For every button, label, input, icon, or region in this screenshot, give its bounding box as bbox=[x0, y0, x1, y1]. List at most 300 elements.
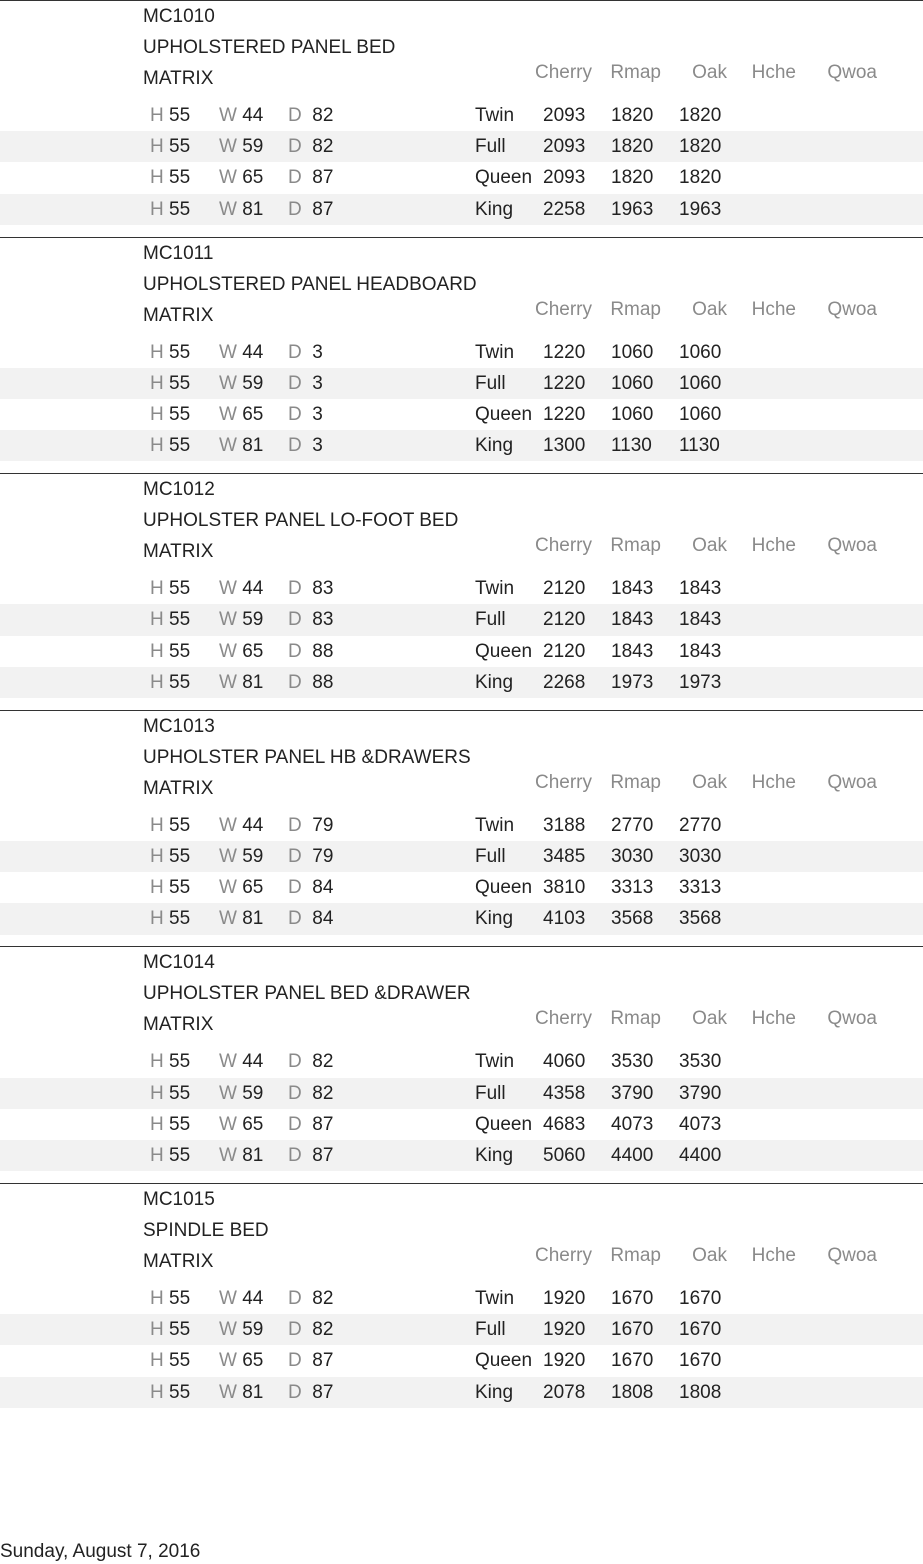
width-label: W bbox=[219, 167, 237, 189]
depth-cell bbox=[288, 814, 333, 838]
depth-cell bbox=[288, 198, 333, 222]
height-cell bbox=[150, 1318, 190, 1342]
depth-value: 87 bbox=[312, 167, 334, 189]
price-oak: 1808 bbox=[679, 1381, 722, 1403]
price-oak: 3530 bbox=[679, 1051, 722, 1073]
finish-header-qwoa: Qwoa bbox=[827, 1244, 877, 1266]
table-row bbox=[0, 1314, 923, 1345]
width-value: 44 bbox=[242, 578, 264, 600]
height-cell bbox=[150, 1113, 190, 1137]
price-cherry: 4060 bbox=[543, 1051, 586, 1073]
price-cherry: 3485 bbox=[543, 845, 586, 867]
depth-label: D bbox=[288, 1051, 302, 1073]
price-cherry: 1300 bbox=[543, 435, 586, 457]
height-cell bbox=[150, 1381, 190, 1405]
price-cherry: 5060 bbox=[543, 1144, 586, 1166]
depth-value: 79 bbox=[312, 845, 334, 867]
finish-header-cherry: Cherry bbox=[534, 62, 592, 83]
finish-header-hche: Hche bbox=[751, 62, 796, 83]
price-cherry: 2078 bbox=[543, 1381, 586, 1403]
price-rmap: 1843 bbox=[611, 640, 654, 662]
width-value: 81 bbox=[242, 1144, 264, 1166]
depth-value: 82 bbox=[312, 1051, 334, 1073]
depth-cell bbox=[288, 434, 323, 458]
price-rmap: 1670 bbox=[611, 1319, 654, 1341]
height-label: H bbox=[150, 578, 164, 600]
height-value: 55 bbox=[169, 198, 191, 220]
depth-label: D bbox=[288, 435, 302, 457]
collection-name: MATRIX bbox=[143, 304, 214, 326]
product-code: MC1015 bbox=[143, 1188, 215, 1210]
width-value: 59 bbox=[242, 136, 264, 158]
size-label: Queen bbox=[475, 877, 533, 899]
depth-label: D bbox=[288, 198, 302, 220]
depth-cell bbox=[288, 907, 333, 931]
depth-label: D bbox=[288, 609, 302, 631]
width-label: W bbox=[219, 198, 237, 220]
width-label: W bbox=[219, 372, 237, 394]
depth-cell bbox=[288, 135, 333, 159]
price-oak: 4400 bbox=[679, 1144, 722, 1166]
finish-header-cherry: Cherry bbox=[534, 535, 592, 557]
depth-value: 79 bbox=[312, 814, 334, 836]
price-oak: 1963 bbox=[679, 198, 722, 220]
width-label: W bbox=[219, 1381, 237, 1403]
depth-cell bbox=[288, 876, 333, 900]
width-value: 81 bbox=[242, 435, 264, 457]
height-cell bbox=[150, 1349, 190, 1373]
height-cell bbox=[150, 577, 190, 601]
width-value: 44 bbox=[242, 814, 264, 836]
price-rmap: 3530 bbox=[611, 1051, 654, 1073]
depth-value: 3 bbox=[312, 403, 323, 425]
depth-label: D bbox=[288, 1350, 302, 1372]
price-oak: 1973 bbox=[679, 671, 722, 693]
price-cherry: 2268 bbox=[543, 671, 586, 693]
price-cherry: 2093 bbox=[543, 105, 586, 126]
height-value: 55 bbox=[169, 435, 191, 457]
price-cherry: 1220 bbox=[543, 403, 586, 425]
height-label: H bbox=[150, 341, 164, 363]
height-cell bbox=[150, 166, 190, 190]
size-label: Twin bbox=[475, 341, 515, 363]
depth-label: D bbox=[288, 1144, 302, 1166]
width-label: W bbox=[219, 341, 237, 363]
width-value: 44 bbox=[242, 341, 264, 363]
width-cell bbox=[219, 198, 263, 222]
finish-header-cherry: Cherry bbox=[534, 298, 592, 320]
width-label: W bbox=[219, 877, 237, 899]
price-cherry: 2120 bbox=[543, 640, 586, 662]
table-row bbox=[0, 810, 923, 841]
table-row bbox=[0, 573, 923, 604]
size-label: King bbox=[475, 671, 514, 693]
footer-date: Sunday, August 7, 2016 bbox=[0, 1541, 201, 1562]
height-label: H bbox=[150, 372, 164, 394]
height-cell bbox=[150, 845, 190, 869]
price-cherry: 4103 bbox=[543, 908, 586, 930]
depth-cell bbox=[288, 1050, 333, 1074]
finish-header-oak: Oak bbox=[692, 1008, 727, 1030]
finish-header-rmap: Rmap bbox=[610, 62, 661, 83]
finish-header-oak: Oak bbox=[692, 1244, 727, 1266]
price-oak: 1843 bbox=[679, 609, 722, 631]
price-rmap: 1973 bbox=[611, 671, 654, 693]
width-value: 44 bbox=[242, 105, 264, 126]
price-rmap: 1820 bbox=[611, 136, 654, 158]
width-label: W bbox=[219, 1113, 237, 1135]
size-label: Twin bbox=[475, 1051, 515, 1073]
finish-header-hche: Hche bbox=[751, 535, 796, 557]
width-value: 81 bbox=[242, 671, 264, 693]
size-label: Full bbox=[475, 609, 506, 631]
depth-cell bbox=[288, 166, 333, 190]
height-label: H bbox=[150, 1319, 164, 1341]
width-cell bbox=[219, 671, 263, 695]
finish-header-cherry: Cherry bbox=[534, 1244, 592, 1266]
finish-header-qwoa: Qwoa bbox=[827, 298, 877, 320]
table-row bbox=[0, 604, 923, 635]
product-name: UPHOLSTER PANEL LO-FOOT BED bbox=[143, 510, 459, 532]
price-rmap: 1060 bbox=[611, 372, 654, 394]
size-rows bbox=[0, 337, 923, 462]
finish-header-rmap: Rmap bbox=[610, 535, 661, 557]
width-cell bbox=[219, 135, 263, 159]
product-code: MC1013 bbox=[143, 715, 215, 737]
depth-label: D bbox=[288, 814, 302, 836]
price-oak: 4073 bbox=[679, 1113, 722, 1135]
depth-cell bbox=[288, 104, 333, 128]
height-cell bbox=[150, 814, 190, 838]
finish-header-rmap: Rmap bbox=[610, 771, 661, 793]
price-cherry: 1920 bbox=[543, 1319, 586, 1341]
height-value: 55 bbox=[169, 845, 191, 867]
width-value: 65 bbox=[242, 1113, 264, 1135]
finish-header-hche: Hche bbox=[751, 771, 796, 793]
height-label: H bbox=[150, 167, 164, 189]
width-cell bbox=[219, 845, 263, 869]
depth-label: D bbox=[288, 1381, 302, 1403]
width-label: W bbox=[219, 1350, 237, 1372]
width-value: 65 bbox=[242, 167, 264, 189]
price-rmap: 1670 bbox=[611, 1287, 654, 1309]
width-cell bbox=[219, 166, 263, 190]
height-value: 55 bbox=[169, 877, 191, 899]
width-label: W bbox=[219, 403, 237, 425]
size-label: Queen bbox=[475, 640, 533, 662]
width-cell bbox=[219, 372, 263, 396]
finish-header-rmap: Rmap bbox=[610, 1008, 661, 1030]
width-label: W bbox=[219, 640, 237, 662]
size-label: King bbox=[475, 198, 514, 220]
price-rmap: 2770 bbox=[611, 814, 654, 836]
price-cherry: 1920 bbox=[543, 1287, 586, 1309]
price-oak: 1670 bbox=[679, 1319, 722, 1341]
product-name: SPINDLE BED bbox=[143, 1219, 269, 1241]
height-value: 55 bbox=[169, 1113, 191, 1135]
depth-value: 87 bbox=[312, 1350, 334, 1372]
table-row bbox=[0, 1345, 923, 1376]
height-value: 55 bbox=[169, 908, 191, 930]
finish-header-qwoa: Qwoa bbox=[827, 771, 877, 793]
depth-value: 87 bbox=[312, 1381, 334, 1403]
width-value: 44 bbox=[242, 1287, 264, 1309]
price-oak: 1670 bbox=[679, 1287, 722, 1309]
price-oak: 2770 bbox=[679, 814, 722, 836]
finish-header-oak: Oak bbox=[692, 771, 727, 793]
width-label: W bbox=[219, 671, 237, 693]
price-cherry: 2093 bbox=[543, 136, 586, 158]
depth-cell bbox=[288, 1113, 333, 1137]
depth-value: 82 bbox=[312, 105, 334, 126]
height-value: 55 bbox=[169, 403, 191, 425]
height-cell bbox=[150, 640, 190, 664]
height-value: 55 bbox=[169, 814, 191, 836]
depth-cell bbox=[288, 341, 323, 365]
depth-value: 87 bbox=[312, 1144, 334, 1166]
height-cell bbox=[150, 403, 190, 427]
size-label: Full bbox=[475, 136, 506, 158]
finish-header-hche: Hche bbox=[751, 1244, 796, 1266]
product-code: MC1012 bbox=[143, 479, 215, 501]
table-row bbox=[0, 1078, 923, 1109]
finish-header-oak: Oak bbox=[692, 62, 727, 83]
price-oak: 3790 bbox=[679, 1082, 722, 1104]
collection-name: MATRIX bbox=[143, 541, 214, 563]
height-label: H bbox=[150, 1381, 164, 1403]
size-rows bbox=[0, 573, 923, 698]
price-rmap: 4400 bbox=[611, 1144, 654, 1166]
depth-cell bbox=[288, 403, 323, 427]
width-label: W bbox=[219, 845, 237, 867]
height-value: 55 bbox=[169, 136, 191, 158]
width-value: 59 bbox=[242, 609, 264, 631]
table-row bbox=[0, 430, 923, 461]
width-cell bbox=[219, 608, 263, 632]
width-value: 59 bbox=[242, 845, 264, 867]
height-value: 55 bbox=[169, 1051, 191, 1073]
price-oak: 1843 bbox=[679, 640, 722, 662]
depth-value: 87 bbox=[312, 1113, 334, 1135]
depth-label: D bbox=[288, 1113, 302, 1135]
price-oak: 1670 bbox=[679, 1350, 722, 1372]
depth-cell bbox=[288, 1381, 333, 1405]
size-rows bbox=[0, 1283, 923, 1408]
collection-name: MATRIX bbox=[143, 1014, 214, 1036]
height-cell bbox=[150, 434, 190, 458]
width-cell bbox=[219, 1113, 263, 1137]
width-label: W bbox=[219, 1051, 237, 1073]
price-oak: 1820 bbox=[679, 136, 722, 158]
height-cell bbox=[150, 135, 190, 159]
depth-label: D bbox=[288, 105, 302, 126]
finish-header-hche: Hche bbox=[751, 1008, 796, 1030]
product-name: UPHOLSTER PANEL HB &DRAWERS bbox=[143, 746, 471, 768]
finish-header-hche: Hche bbox=[751, 298, 796, 320]
depth-label: D bbox=[288, 1319, 302, 1341]
table-row bbox=[0, 903, 923, 934]
height-label: H bbox=[150, 908, 164, 930]
size-rows bbox=[0, 100, 923, 225]
price-cherry: 4358 bbox=[543, 1082, 586, 1104]
table-row bbox=[0, 131, 923, 162]
size-label: King bbox=[475, 908, 514, 930]
size-rows bbox=[0, 810, 923, 935]
collection-name: MATRIX bbox=[143, 777, 214, 799]
table-row bbox=[0, 872, 923, 903]
price-rmap: 4073 bbox=[611, 1113, 654, 1135]
width-cell bbox=[219, 1050, 263, 1074]
depth-label: D bbox=[288, 845, 302, 867]
height-label: H bbox=[150, 814, 164, 836]
product-code: MC1011 bbox=[143, 242, 214, 264]
price-oak: 1060 bbox=[679, 341, 722, 363]
product-code: MC1014 bbox=[143, 952, 215, 974]
price-cherry: 1920 bbox=[543, 1350, 586, 1372]
depth-label: D bbox=[288, 136, 302, 158]
depth-cell bbox=[288, 1082, 333, 1106]
width-cell bbox=[219, 814, 263, 838]
height-value: 55 bbox=[169, 341, 191, 363]
price-oak: 1843 bbox=[679, 578, 722, 600]
depth-label: D bbox=[288, 877, 302, 899]
height-cell bbox=[150, 1287, 190, 1311]
size-label: Full bbox=[475, 845, 506, 867]
width-cell bbox=[219, 341, 263, 365]
height-label: H bbox=[150, 1051, 164, 1073]
width-cell bbox=[219, 403, 263, 427]
height-cell bbox=[150, 671, 190, 695]
width-value: 59 bbox=[242, 1082, 264, 1104]
collection-name: MATRIX bbox=[143, 68, 214, 89]
size-label: Full bbox=[475, 1319, 506, 1341]
width-value: 81 bbox=[242, 908, 264, 930]
table-row bbox=[0, 667, 923, 698]
height-label: H bbox=[150, 1144, 164, 1166]
product-section bbox=[0, 473, 923, 710]
depth-label: D bbox=[288, 167, 302, 189]
product-name: UPHOLSTERED PANEL HEADBOARD bbox=[143, 273, 477, 295]
price-rmap: 1820 bbox=[611, 105, 654, 126]
height-value: 55 bbox=[169, 167, 191, 189]
height-cell bbox=[150, 1050, 190, 1074]
table-row bbox=[0, 1109, 923, 1140]
height-cell bbox=[150, 104, 190, 128]
product-section bbox=[0, 710, 923, 947]
height-label: H bbox=[150, 1082, 164, 1104]
size-label: King bbox=[475, 1381, 514, 1403]
table-row bbox=[0, 194, 923, 225]
depth-value: 82 bbox=[312, 1287, 334, 1309]
height-cell bbox=[150, 198, 190, 222]
width-label: W bbox=[219, 105, 237, 126]
product-section bbox=[0, 946, 923, 1183]
width-cell bbox=[219, 577, 263, 601]
price-rmap: 1060 bbox=[611, 341, 654, 363]
width-value: 59 bbox=[242, 372, 264, 394]
table-row bbox=[0, 399, 923, 430]
price-oak: 1130 bbox=[679, 435, 720, 457]
depth-label: D bbox=[288, 671, 302, 693]
width-cell bbox=[219, 434, 263, 458]
depth-cell bbox=[288, 1144, 333, 1168]
height-label: H bbox=[150, 1287, 164, 1309]
height-value: 55 bbox=[169, 640, 191, 662]
height-value: 55 bbox=[169, 372, 191, 394]
width-cell bbox=[219, 640, 263, 664]
finish-header-oak: Oak bbox=[692, 535, 727, 557]
price-cherry: 2120 bbox=[543, 609, 586, 631]
collection-name: MATRIX bbox=[143, 1250, 214, 1272]
finish-header-rmap: Rmap bbox=[610, 1244, 661, 1266]
size-label: King bbox=[475, 1144, 514, 1166]
width-label: W bbox=[219, 908, 237, 930]
width-label: W bbox=[219, 1144, 237, 1166]
width-cell bbox=[219, 876, 263, 900]
depth-cell bbox=[288, 1287, 333, 1311]
depth-label: D bbox=[288, 403, 302, 425]
size-label: Full bbox=[475, 1082, 506, 1104]
width-label: W bbox=[219, 1287, 237, 1309]
width-label: W bbox=[219, 435, 237, 457]
depth-value: 3 bbox=[312, 435, 323, 457]
height-label: H bbox=[150, 640, 164, 662]
price-oak: 1820 bbox=[679, 105, 722, 126]
table-row bbox=[0, 1046, 923, 1077]
depth-cell bbox=[288, 845, 333, 869]
height-cell bbox=[150, 372, 190, 396]
depth-cell bbox=[288, 372, 323, 396]
height-label: H bbox=[150, 403, 164, 425]
depth-cell bbox=[288, 1349, 333, 1373]
depth-label: D bbox=[288, 1287, 302, 1309]
table-row bbox=[0, 636, 923, 667]
size-label: Queen bbox=[475, 1350, 533, 1372]
height-label: H bbox=[150, 877, 164, 899]
finish-header-rmap: Rmap bbox=[610, 298, 661, 320]
depth-value: 88 bbox=[312, 671, 334, 693]
height-label: H bbox=[150, 136, 164, 158]
width-cell bbox=[219, 1144, 263, 1168]
depth-label: D bbox=[288, 341, 302, 363]
height-label: H bbox=[150, 1113, 164, 1135]
height-label: H bbox=[150, 671, 164, 693]
width-value: 81 bbox=[242, 1381, 264, 1403]
depth-value: 88 bbox=[312, 640, 334, 662]
finish-header-oak: Oak bbox=[692, 298, 727, 320]
height-value: 55 bbox=[169, 578, 191, 600]
table-row bbox=[0, 1283, 923, 1314]
depth-cell bbox=[288, 1318, 333, 1342]
size-label: Queen bbox=[475, 403, 533, 425]
price-rmap: 1843 bbox=[611, 609, 654, 631]
price-cherry: 4683 bbox=[543, 1113, 586, 1135]
depth-value: 83 bbox=[312, 609, 334, 631]
finish-header-cherry: Cherry bbox=[534, 771, 592, 793]
depth-cell bbox=[288, 671, 333, 695]
size-label: Queen bbox=[475, 1113, 533, 1135]
width-cell bbox=[219, 1349, 263, 1373]
height-value: 55 bbox=[169, 1144, 191, 1166]
height-label: H bbox=[150, 1350, 164, 1372]
table-row bbox=[0, 1377, 923, 1408]
height-value: 55 bbox=[169, 1082, 191, 1104]
size-label: King bbox=[475, 435, 514, 457]
width-value: 44 bbox=[242, 1051, 264, 1073]
height-cell bbox=[150, 1082, 190, 1106]
depth-value: 3 bbox=[312, 341, 323, 363]
price-cherry: 1220 bbox=[543, 372, 586, 394]
